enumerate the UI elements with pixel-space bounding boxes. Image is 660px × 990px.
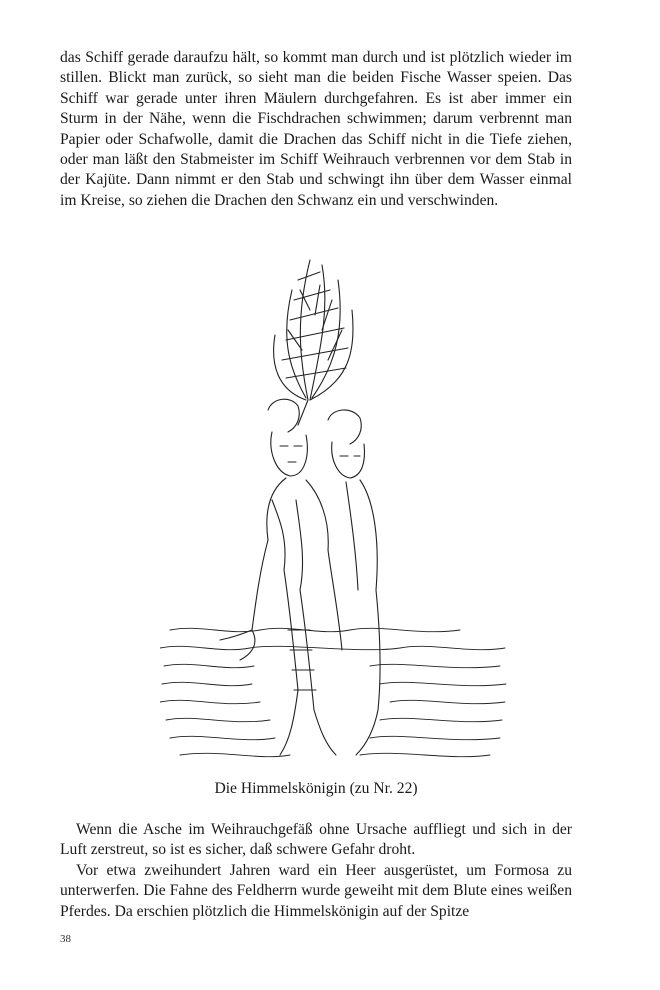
feather-fan-icon: [274, 260, 353, 425]
queen-figure-icon: [220, 399, 342, 755]
woodcut-illustration: [160, 250, 510, 768]
paragraph-1: das Schiff gerade daraufzu hält, so kommt man durch und ist plötzlich wieder im stillen. Blickt man zurück, so sieht man die beiden Fische Wasser speien. Das Schiff war gerade unter ihren Mäulern durchgefahren. Es ist aber immer ein Sturm in der Nähe, wenn die Fischdrachen schwimmen; darum verbrennt man Papier oder Schafwolle, damit die Drachen das Schiff nicht in die Tiefe ziehen, oder man läßt den Stabmeister im Schiff Weihrauch verbrennen vor dem Stab in der Kajüte. Dann nimmt er den Stab und schwingt ihn über dem Wasser einmal im Kreise, so ziehen die Drachen den Schwanz ein und verschwinden.: [60, 49, 572, 209]
figure-caption: Die Himmelskönigin (zu Nr. 22): [214, 780, 418, 797]
paragraph-2: Wenn die Asche im Weihrauchgefäß ohne Ursache auffliegt und sich in der Luft zerstreut, so ist es sicher, daß schwere Gefahr droht.: [60, 821, 572, 859]
illustration-himmelskoenigin: [160, 250, 510, 768]
attendant-figure-icon: [328, 410, 380, 755]
paragraph-3: Vor etwa zweihundert Jahren ward ein Heer ausgerüstet, um Formosa zu unterwerfen. Die Fahne des Feldherrn wurde geweiht mit dem Blute eines weißen Pferdes. Da erschien plötzlich die Himmelskönigin auf der Spitze: [60, 862, 572, 920]
water-waves-icon: [160, 628, 506, 756]
page-number: 38: [60, 933, 71, 945]
